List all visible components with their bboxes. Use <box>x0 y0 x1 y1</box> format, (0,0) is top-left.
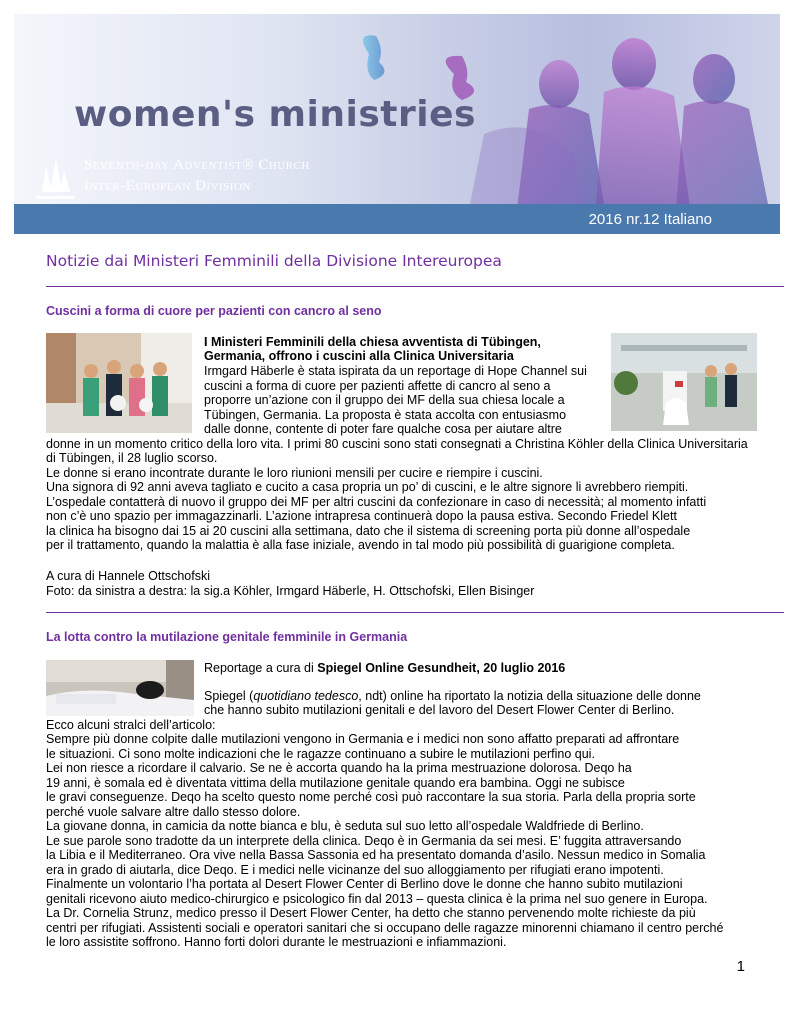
article1-lead-line1: I Ministeri Femminili della chiesa avventista di Tübingen, <box>204 335 541 349</box>
article2-title: La lotta contro la mutilazione genitale femminile in Germania <box>46 630 408 644</box>
article1-body-line: la clinica ha bisogno dai 15 ai 20 cuscini alla settimana, dato che il sistema di screening porta più donne all’ospedale <box>46 524 691 538</box>
article1-body-line: di Tübingen, il 28 luglio scorso. <box>46 451 218 465</box>
intro-text-em: quotidiano tedesco <box>253 689 359 703</box>
article1-body-line: Le donne si erano incontrate durante le loro riunioni mensili per cucire e riempire i cuscini. <box>46 466 543 480</box>
article1-body-line: per il trattamento, quando la malattia è alla fase iniziale, avendo in tal modo più possibilità di guarigione completa. <box>46 538 675 552</box>
hospital-bed-photo-image <box>46 660 194 716</box>
article1-body-line: non c’è uno spazio per immagazzinarli. L’azione intrapresa continuerà dopo la pausa estiva. Secondo Friedel Klett <box>46 509 677 523</box>
article2-body-line: Lei non riesce a ricordare il calvario. Se ne è accorta quando ha la prima mestruazione dolorosa. Deqo ha <box>46 761 632 775</box>
article1-lead-line2: Germania, offrono i cuscini alla Clinica Universitaria <box>204 349 514 363</box>
article2-body-line: Sempre più donne colpite dalle mutilazioni vengono in Germania e i medici non sono affatto preparati ad affrontare <box>46 732 680 746</box>
article2-intro-line1 <box>204 689 701 704</box>
banner-title: women's ministries <box>74 94 476 135</box>
divider <box>46 286 784 287</box>
article2-byline <box>204 661 565 676</box>
org-name-line2: Inter-European Division <box>84 178 251 194</box>
article2-body-line: 19 anni, è somala ed è diventata vittima della mutilazione genitale quando era bambina. Oggi ne subisce <box>46 776 625 790</box>
article1-body-line: Tübingen, Germania. La proposta è stata accolta con entusiasmo <box>204 408 567 422</box>
article2-body-line: le gravi conseguenze. Deqo ha scelto questo nome perché così può raccontare la sua storia. Parla della propria sorte <box>46 790 696 804</box>
byline-prefix: Reportage a cura di <box>204 661 318 675</box>
page-number: 1 <box>736 958 745 975</box>
article2-body-line: le situazioni. Ci sono molte indicazioni che le ragazze continuano a subire le mutilazioni perfino qui. <box>46 747 595 761</box>
intro-text-b: , ndt) online ha riportato la notizia della situazione delle donne <box>358 689 701 703</box>
hospital-photo-image <box>611 333 757 431</box>
header-banner <box>14 14 780 234</box>
article2-body-line: Ecco alcuni stralci dell’articolo: <box>46 718 216 732</box>
article2-intro-line2: che hanno subito mutilazioni genitali e del lavoro del Desert Flower Center di Berlino. <box>204 703 675 717</box>
article2-body-line: era in grado di aiutarla, dice Deqo. E i medici nelle vicinanze del suo alloggiamento per rifugiati erano impotenti. <box>46 863 664 877</box>
article1-body-line: proporre un’azione con il gruppo dei MF della sua chiesa locale a <box>204 393 565 407</box>
article2-body-line: le loro assistite soffrono. Hanno forti dolori durante le mestruazioni e infiammazioni. <box>46 935 507 949</box>
church-logo-icon <box>32 152 78 202</box>
article1-body-line: Una signora di 92 anni aveva tagliato e cucito a casa propria un po’ di cuscini, e le altre signore li avrebbero riempiti. <box>46 480 689 494</box>
article1-body-line: donne in un momento critico della loro vita. I primi 80 cuscini sono stati consegnati a Christina Köhler della Clinica Universitaria <box>46 437 748 451</box>
article2-body-line: genitali ricevono aiuto medico-chirurgico e psicologico fin dal 2013 – questa clinica è la prima nel suo genere in Europa. <box>46 892 708 906</box>
article2-body-line: perché vuole salvare altre dallo stesso dolore. <box>46 805 301 819</box>
article1-photo-hospital <box>611 333 757 431</box>
byline-source: Spiegel Online Gesundheit, 20 luglio 2016 <box>317 661 566 675</box>
article2-body-line: Finalmente un volontario l’ha portata al Desert Flower Center di Berlino dove le donne che hanno subito mutilazioni <box>46 877 683 891</box>
issue-label: 2016 nr.12 Italiano <box>588 211 712 228</box>
article1-photo-women <box>46 333 192 433</box>
article1-body-line: cuscini a forma di cuore per pazienti affette di cancro al seno a <box>204 379 551 393</box>
page-title: Notizie dai Ministeri Femminili della Divisione Intereuropea <box>46 252 502 270</box>
group-photo-image <box>46 333 192 433</box>
article1-title: Cuscini a forma di cuore per pazienti con cancro al seno <box>46 304 382 318</box>
article2-photo <box>46 660 194 716</box>
article1-body-line: dalle donne, contente di poter fare qualche cosa per aiutare altre <box>204 422 562 436</box>
divider <box>46 612 784 613</box>
article1-body-line: L’ospedale contatterà di nuovo il gruppo dei MF per altri cuscini da confezionare in caso di necessità; al momento infatti <box>46 495 707 509</box>
org-name-line1: Seventh-day Adventist® Church <box>84 157 310 173</box>
article1-photo-caption: Foto: da sinistra a destra: la sig.a Köhler, Irmgard Häberle, H. Ottschofski, Ellen Bisinger <box>46 584 535 598</box>
article2-body-line: Le sue parole sono tradotte da un interprete della clinica. Deqo è in Germania da sei mesi. E’ fuggita attraversando <box>46 834 682 848</box>
article1-body-line: Irmgard Häberle è stata ispirata da un reportage di Hope Channel sui <box>204 364 587 378</box>
intro-text-a: Spiegel ( <box>204 689 254 703</box>
article2-body-line: La giovane donna, in camicia da notte bianca e blu, è seduta sul suo letto all’ospedale Waldfriede di Berlino. <box>46 819 644 833</box>
article2-body-line: centri per rifugiati. Assistenti sociali e operatori sanitari che si occupano delle ragazze minorenni chiamano il centro perché <box>46 921 724 935</box>
article2-body-line: la Libia e il Mediterraneo. Ora vive nella Bassa Sassonia ed ha presentato domanda d’asilo. Nessun medico in Somalia <box>46 848 706 862</box>
article1-credit: A cura di Hannele Ottschofski <box>46 569 210 583</box>
article2-body-line: La Dr. Cornelia Strunz, medico presso il Desert Flower Center, ha detto che stanno pervenendo molte richieste da più <box>46 906 696 920</box>
